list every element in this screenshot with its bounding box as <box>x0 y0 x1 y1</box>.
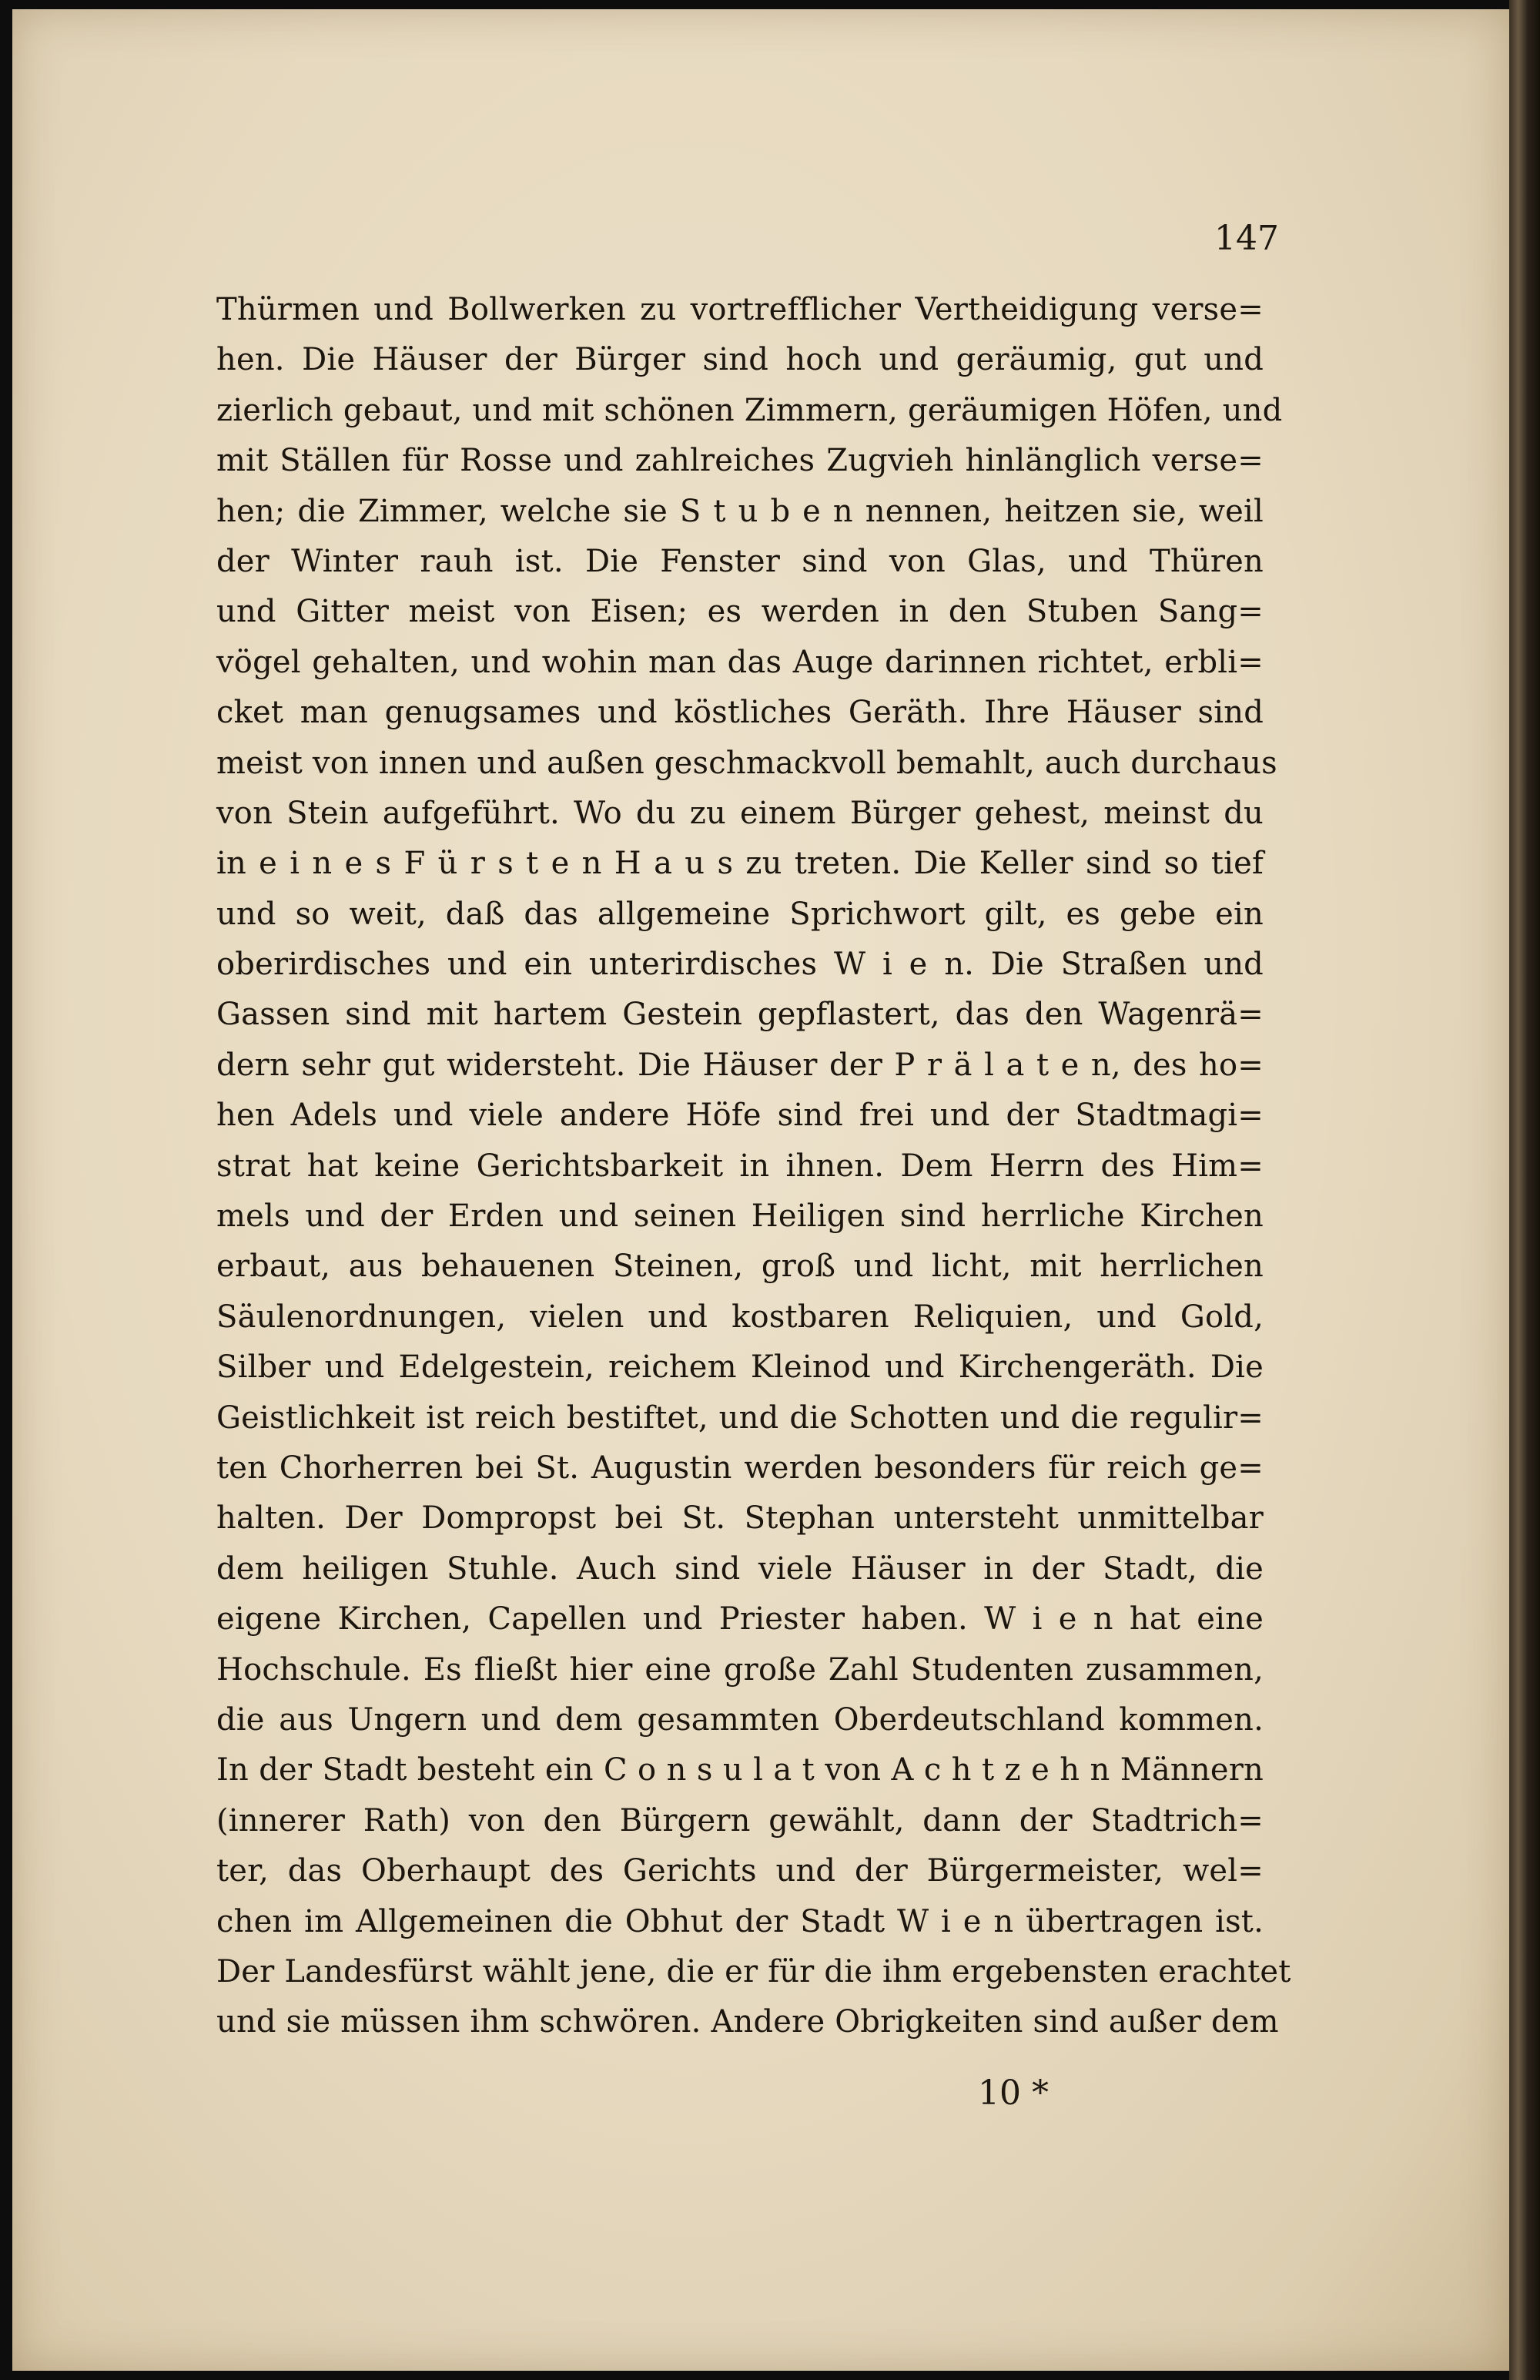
text-line: eigene Kirchen, Capellen und Priester haben. W i e n hat eine <box>216 1601 1264 1638</box>
text-line: dem heiligen Stuhle. Auch sind viele Häuser in der Stadt, die <box>216 1550 1264 1587</box>
text-line: ten Chorherren bei St. Augustin werden besonders für reich ge= <box>216 1450 1264 1486</box>
text-line: die aus Ungern und dem gesammten Oberdeutschland kommen. <box>216 1701 1264 1738</box>
text-line: Säulenordnungen, vielen und kostbaren Reliquien, und Gold, <box>216 1299 1264 1335</box>
text-line: zierlich gebaut, und mit schönen Zimmern, geräumigen Höfen, und <box>216 392 1283 428</box>
text-line: meist von innen und außen geschmackvoll bemahlt, auch durchaus <box>216 745 1277 781</box>
text-line: Gassen sind mit hartem Gestein gepflastert, das den Wagenrä= <box>216 997 1264 1033</box>
book-page <box>12 9 1509 2371</box>
text-line: (innerer Rath) von den Bürgern gewählt, dann der Stadtrich= <box>216 1802 1264 1839</box>
signature-mark: 10 * <box>978 2073 1049 2113</box>
text-line: mit Ställen für Rosse und zahlreiches Zugvieh hinlänglich verse= <box>216 443 1264 479</box>
text-line: strat hat keine Gerichtsbarkeit in ihnen. Dem Herrn des Him= <box>216 1148 1264 1184</box>
text-line: halten. Der Dompropst bei St. Stephan untersteht unmittelbar <box>216 1500 1264 1537</box>
page-edge <box>1509 0 1540 2380</box>
text-line: und sie müssen ihm schwören. Andere Obrigkeiten sind außer dem <box>216 2004 1279 2040</box>
text-line: hen Adels und viele andere Höfe sind frei und der Stadtmagi= <box>216 1098 1264 1134</box>
text-line: In der Stadt besteht ein C o n s u l a t von A c h t z e h n Männern <box>216 1752 1264 1788</box>
text-line: ter, das Oberhaupt des Gerichts und der Bürgermeister, wel= <box>216 1853 1264 1889</box>
text-line: hen. Die Häuser der Bürger sind hoch und geräumig, gut und <box>216 342 1264 378</box>
text-line: hen; die Zimmer, welche sie S t u b e n nennen, heitzen sie, weil <box>216 493 1264 529</box>
page-number: 147 <box>1214 219 1279 258</box>
text-line: und so weit, daß das allgemeine Sprichwort gilt, es gebe ein <box>216 896 1264 932</box>
text-line: Der Landesfürst wählt jene, die er für die ihm ergebensten erachtet <box>216 1953 1291 1989</box>
text-line: vögel gehalten, und wohin man das Auge darinnen richtet, erbli= <box>216 644 1264 680</box>
text-line: Thürmen und Bollwerken zu vortrefflicher Vertheidigung verse= <box>216 292 1264 327</box>
text-line: Hochschule. Es fließt hier eine große Zahl Studenten zusammen, <box>216 1651 1264 1688</box>
text-line: erbaut, aus behauenen Steinen, groß und licht, mit herrlichen <box>216 1249 1264 1285</box>
text-line: chen im Allgemeinen die Obhut der Stadt W i e n übertragen ist. <box>216 1903 1264 1939</box>
text-line: Geistlichkeit ist reich bestiftet, und die Schotten und die regulir= <box>216 1400 1264 1436</box>
text-line: oberirdisches und ein unterirdisches W i e n. Die Straßen und <box>216 947 1264 983</box>
text-line: Silber und Edelgestein, reichem Kleinod und Kirchengeräth. Die <box>216 1349 1264 1386</box>
text-line: der Winter rauh ist. Die Fenster sind von Glas, und Thüren <box>216 543 1264 579</box>
body-text <box>216 285 1291 2048</box>
text-line: mels und der Erden und seinen Heiligen sind herrliche Kirchen <box>216 1198 1264 1235</box>
text-line: und Gitter meist von Eisen; es werden in den Stuben Sang= <box>216 594 1264 630</box>
text-line: dern sehr gut widersteht. Die Häuser der P r ä l a t e n, des ho= <box>216 1047 1264 1083</box>
text-line: cket man genugsames und köstliches Geräth. Ihre Häuser sind <box>216 695 1264 731</box>
text-line: in e i n e s F ü r s t e n H a u s zu treten. Die Keller sind so tief <box>216 846 1264 882</box>
text-line: von Stein aufgeführt. Wo du zu einem Bürger gehest, meinst du <box>216 795 1264 831</box>
